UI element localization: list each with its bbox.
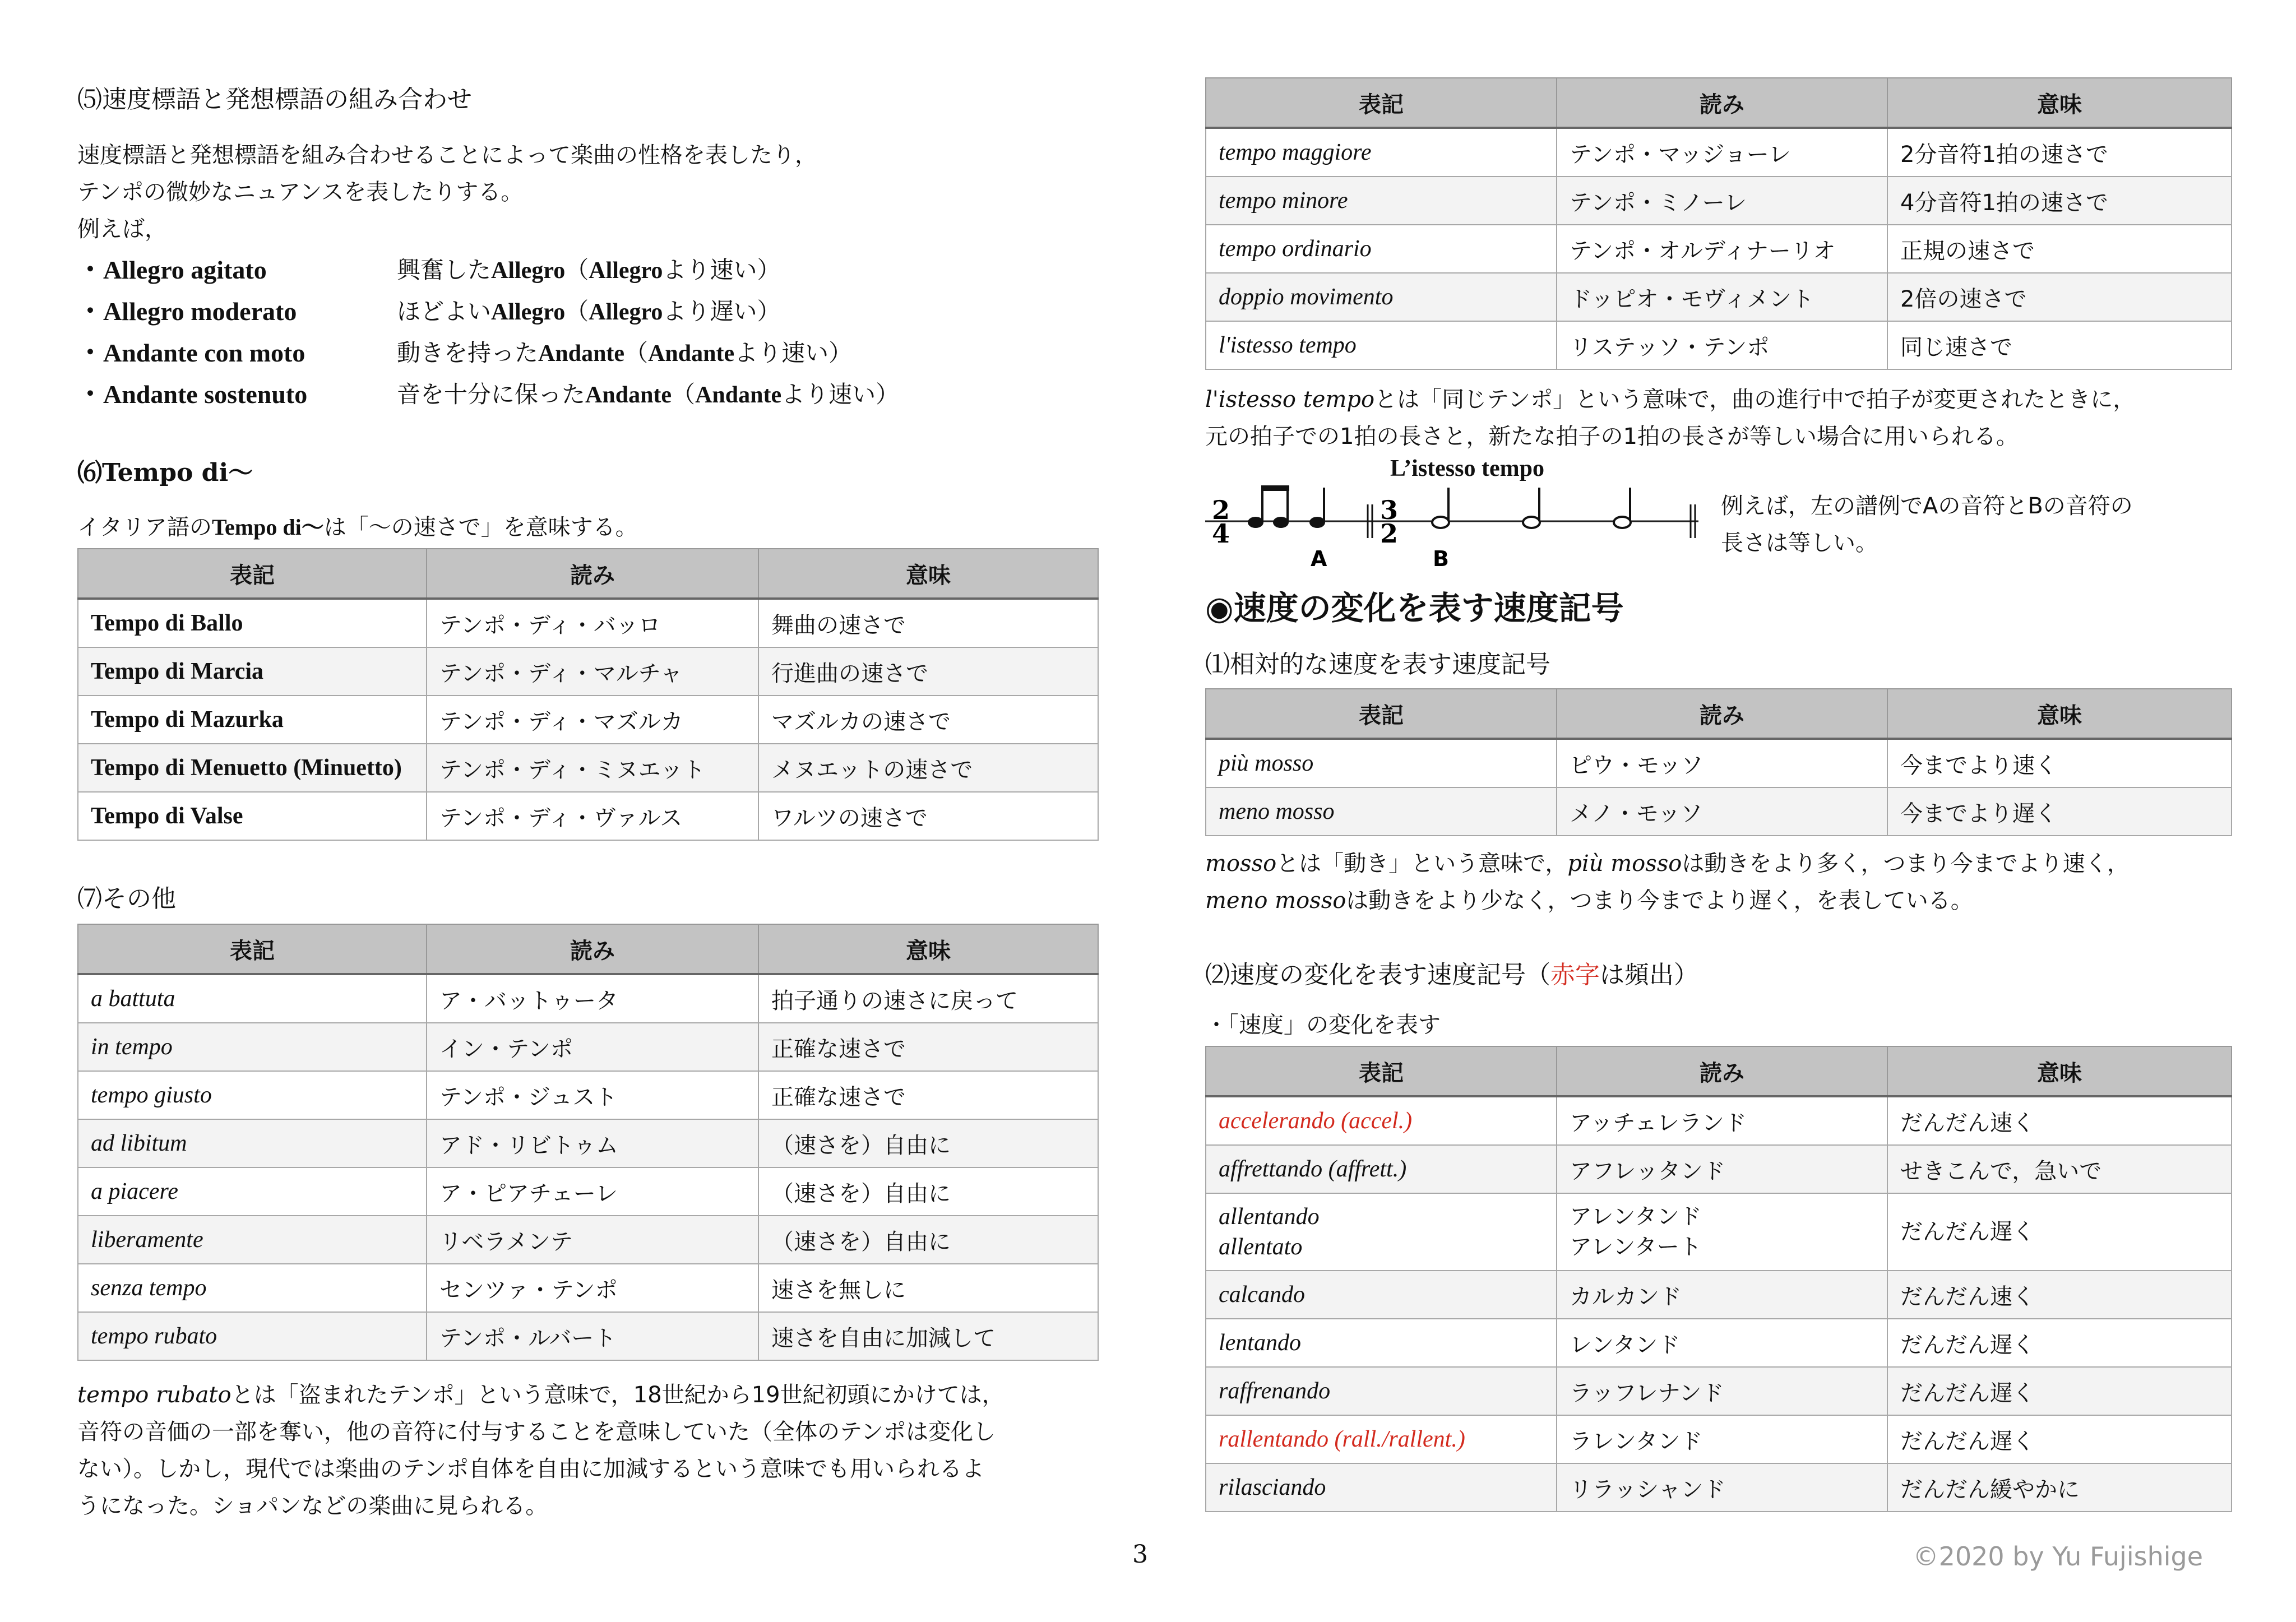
title-text: は頻出）	[1600, 961, 1698, 989]
table-row	[78, 974, 1098, 1023]
bullet-speed-change: ・「速度」の変化を表す	[1205, 1012, 1441, 1038]
term-line: rallentando (rall./rallent.)	[1219, 1426, 1465, 1452]
reading-cell: ドッピオ・モヴィメント	[1557, 273, 1887, 321]
table-row	[1206, 739, 2232, 787]
meaning-cell: だんだん遅く	[1887, 1319, 2232, 1367]
meaning-cell: （速さを）自由に	[758, 1167, 1098, 1216]
term-line: lentando	[1219, 1330, 1301, 1356]
term-line: rilasciando	[1219, 1475, 1326, 1500]
column-header: 意味	[1887, 1046, 2232, 1096]
table-row	[1206, 1319, 2232, 1367]
desc-text: 興奮した	[397, 256, 492, 284]
table-row	[1206, 1145, 2232, 1193]
reading-line: レンタンド	[1570, 1332, 1681, 1358]
term-cell: più mosso	[1206, 739, 1557, 787]
example-description	[397, 291, 780, 332]
meaning-cell: ワルツの速さで	[758, 792, 1098, 840]
term-cell: tempo giusto	[78, 1071, 427, 1119]
reading-cell: イン・テンポ	[427, 1023, 758, 1071]
note-text: とは「盗まれたテンポ」という意味で，18世紀から19世紀初頭にかけては，	[231, 1382, 1004, 1408]
reading-cell: ピウ・モッソ	[1557, 739, 1887, 787]
meaning-cell: せきこんで，急いで	[1887, 1145, 2232, 1193]
term-line: raffrenando	[1219, 1378, 1331, 1404]
section-title-tempo-change: ◉速度の変化を表す速度記号	[1205, 589, 1624, 627]
reading-cell	[1557, 1193, 1887, 1271]
desc-text: （	[624, 339, 649, 367]
reading-cell: リステッソ・テンポ	[1557, 321, 1887, 369]
time-signature-3-2-bottom: 2	[1380, 518, 1399, 549]
term-cell: Tempo di Marcia	[78, 647, 427, 696]
meaning-cell: 正確な速さで	[758, 1071, 1098, 1119]
desc-term: Andante	[695, 382, 782, 408]
term-line: allentato	[1219, 1234, 1303, 1260]
term-cell	[1206, 1096, 1557, 1145]
reading-line: カルカンド	[1570, 1283, 1682, 1310]
table-row	[78, 1312, 1098, 1360]
meno-mosso-term: meno mosso	[1205, 888, 1346, 914]
tempo-change-table	[1205, 1046, 2232, 1512]
reading-cell: テンポ・ディ・ヴァルス	[427, 792, 758, 840]
term-line: affrettando (affrett.)	[1219, 1156, 1407, 1182]
desc-text: より速い）	[663, 256, 781, 284]
meaning-cell: だんだん遅く	[1887, 1367, 2232, 1415]
reading-cell	[1557, 1415, 1887, 1463]
desc-text: 動きを持った	[397, 339, 539, 367]
desc-term: Allegro	[491, 258, 566, 284]
desc-text: より速い）	[781, 381, 900, 408]
note-text: は動きをより少なく，つまり今までより遅く，を表している。	[1346, 888, 1973, 914]
note-text: は動きをより多く，つまり今までより速く，	[1682, 851, 2130, 877]
reading-cell: リベラメンテ	[427, 1216, 758, 1264]
reading-cell: テンポ・ディ・マズルカ	[427, 696, 758, 744]
table-row	[78, 696, 1098, 744]
half-note-b	[1432, 517, 1449, 528]
column-header: 読み	[1557, 689, 1887, 739]
table-row	[1206, 128, 2232, 177]
term-cell: a battuta	[78, 974, 427, 1023]
score-label: L’istesso tempo	[1390, 456, 1544, 481]
istesso-note-1	[1205, 381, 2135, 418]
eighth-note	[1273, 517, 1289, 528]
reading-cell: テンポ・ディ・マルチャ	[427, 647, 758, 696]
reading-cell: ア・ピアチェーレ	[427, 1167, 758, 1216]
title-text: ⑵速度の変化を表す速度記号（	[1205, 961, 1550, 989]
section-6-intro	[77, 509, 638, 546]
desc-term: Allegro	[491, 299, 566, 325]
meaning-cell: （速さを）自由に	[758, 1119, 1098, 1167]
time-signature-2-4-top: 2	[1212, 495, 1230, 525]
term-cell	[1206, 1319, 1557, 1367]
music-score-example	[1205, 460, 1698, 572]
term-cell: meno mosso	[1206, 787, 1557, 836]
meaning-cell: だんだん遅く	[1887, 1193, 2232, 1271]
desc-term: Andante	[585, 382, 672, 408]
relative-tempo-table	[1205, 688, 2232, 836]
meaning-cell: 速さを無しに	[758, 1264, 1098, 1312]
title-red-text: 赤字	[1550, 961, 1600, 989]
mosso-note-1	[1205, 845, 2130, 882]
section-5-paragraph-2: テンポの微妙なニュアンスを表したりする。	[77, 179, 524, 205]
term-cell	[1206, 1415, 1557, 1463]
meaning-cell: だんだん緩やかに	[1887, 1463, 2232, 1512]
mosso-note-2	[1205, 882, 1973, 919]
section-5-paragraph-3: 例えば，	[77, 216, 167, 242]
intro-term: Tempo di〜	[212, 515, 324, 540]
table-row	[1206, 1463, 2232, 1512]
term-cell: doppio movimento	[1206, 273, 1557, 321]
table-row	[78, 1216, 1098, 1264]
example-description	[397, 374, 899, 415]
reading-cell: テンポ・ミノーレ	[1557, 177, 1887, 225]
time-signature-2-4-bottom: 4	[1212, 518, 1230, 549]
term-cell: tempo ordinario	[1206, 225, 1557, 273]
tempo-variants-table	[1205, 77, 2232, 370]
term-cell: tempo rubato	[78, 1312, 427, 1360]
column-header: 表記	[78, 924, 427, 974]
term-cell: in tempo	[78, 1023, 427, 1071]
desc-text: 音を十分に保った	[397, 381, 586, 408]
other-table	[77, 924, 1099, 1361]
subsection-1-title: ⑴相対的な速度を表す速度記号	[1205, 650, 1550, 679]
desc-text: （	[565, 298, 589, 325]
column-header: 意味	[758, 549, 1098, 599]
note-text: とは「動き」という意味で，	[1276, 851, 1568, 877]
reading-cell	[1557, 1271, 1887, 1319]
example-description	[397, 333, 852, 374]
table-row	[1206, 1271, 2232, 1319]
table-row	[78, 1167, 1098, 1216]
score-explanation	[1721, 488, 2133, 562]
page-number: 3	[1132, 1540, 1148, 1569]
quarter-note-a	[1309, 517, 1325, 528]
table-row	[78, 1119, 1098, 1167]
note-beam	[1261, 485, 1289, 491]
subsection-2-title	[1205, 960, 1698, 991]
reading-cell: テンポ・ジュスト	[427, 1071, 758, 1119]
reading-line: ラレンタンド	[1570, 1428, 1703, 1454]
table-row	[1206, 321, 2232, 369]
reading-cell: テンポ・ルバート	[427, 1312, 758, 1360]
section-5-title: ⑸速度標語と発想標語の組み合わせ	[77, 85, 472, 114]
reading-cell: テンポ・オルディナーリオ	[1557, 225, 1887, 273]
note-text: とは「同じテンポ」という意味で，曲の進行中で拍子が変更されたときに，	[1374, 387, 2136, 413]
desc-term: Allegro	[589, 299, 663, 325]
meaning-cell: だんだん速く	[1887, 1096, 2232, 1145]
mark-a: A	[1311, 546, 1327, 571]
piu-mosso-term: più mosso	[1567, 851, 1682, 877]
meaning-cell: マズルカの速さで	[758, 696, 1098, 744]
rubato-term: tempo rubato	[77, 1382, 232, 1408]
column-header: 表記	[1206, 1046, 1557, 1096]
reading-line: ラッフレナンド	[1570, 1380, 1724, 1406]
reading-line: アッチェレランド	[1570, 1110, 1747, 1136]
example-term: ・Allegro agitato	[77, 256, 267, 284]
table-row	[1206, 1415, 2232, 1463]
rubato-note-2: 音符の音価の一部を奪い，他の音符に付与することを意味していた（全体のテンポは変化し	[77, 1419, 996, 1445]
term-cell: Tempo di Ballo	[78, 599, 427, 647]
rubato-note-3: ない）。しかし，現代では楽曲のテンポ自体を自由に加減するという意味でも用いられるよ	[77, 1456, 984, 1482]
score-explanation-line: 例えば，左の譜例でAの音符とBの音符の	[1721, 493, 2133, 519]
desc-text: より遅い）	[663, 298, 781, 325]
term-cell	[1206, 1145, 1557, 1193]
term-cell: ad libitum	[78, 1119, 427, 1167]
half-note	[1523, 517, 1540, 528]
mark-b: B	[1433, 546, 1449, 571]
meaning-cell: 同じ速さで	[1887, 321, 2232, 369]
term-cell	[1206, 1463, 1557, 1512]
example-description	[397, 250, 780, 291]
table-row	[1206, 787, 2232, 836]
reading-cell: テンポ・ディ・バッロ	[427, 599, 758, 647]
table-row	[78, 647, 1098, 696]
table-row	[78, 599, 1098, 647]
section-7-title: ⑺その他	[77, 884, 176, 913]
meaning-cell: 4分音符1拍の速さで	[1887, 177, 2232, 225]
column-header: 表記	[78, 549, 427, 599]
half-note	[1614, 517, 1631, 528]
column-header: 読み	[427, 549, 758, 599]
term-cell: tempo maggiore	[1206, 128, 1557, 177]
reading-cell	[1557, 1463, 1887, 1512]
column-header: 読み	[427, 924, 758, 974]
column-header: 意味	[758, 924, 1098, 974]
desc-term: Andante	[648, 341, 735, 367]
rubato-note-4: うになった。ショパンなどの楽曲に見られる。	[77, 1493, 548, 1519]
tempo-di-table	[77, 548, 1099, 841]
reading-cell	[1557, 1319, 1887, 1367]
column-header: 意味	[1887, 78, 2232, 128]
meaning-cell: 2倍の速さで	[1887, 273, 2232, 321]
example-term: ・Andante con moto	[77, 339, 305, 367]
term-cell: a piacere	[78, 1167, 427, 1216]
column-header: 表記	[1206, 689, 1557, 739]
table-row	[78, 1071, 1098, 1119]
column-header: 意味	[1887, 689, 2232, 739]
meaning-cell: 速さを自由に加減して	[758, 1312, 1098, 1360]
table-row	[78, 792, 1098, 840]
reading-cell: アド・リビトゥム	[427, 1119, 758, 1167]
term-cell: Tempo di Menuetto (Minuetto)	[78, 744, 427, 792]
table-row	[78, 1264, 1098, 1312]
term-cell	[1206, 1193, 1557, 1271]
term-cell: senza tempo	[78, 1264, 427, 1312]
section-5-paragraph-1: 速度標語と発想標語を組み合わせることによって楽曲の性格を表したり，	[77, 142, 817, 168]
mosso-term: mosso	[1205, 851, 1277, 877]
desc-text: ほどよい	[397, 298, 492, 325]
meaning-cell: 2分音符1拍の速さで	[1887, 128, 2232, 177]
table-row	[1206, 273, 2232, 321]
reading-cell	[1557, 1145, 1887, 1193]
table-row	[1206, 1193, 2232, 1271]
table-row	[78, 1023, 1098, 1071]
meaning-cell: メヌエットの速さで	[758, 744, 1098, 792]
desc-text: より速い）	[734, 339, 853, 367]
term-line: accelerando (accel.)	[1219, 1108, 1413, 1134]
rubato-note-1	[77, 1377, 1004, 1414]
reading-line: アフレッタンド	[1570, 1158, 1725, 1184]
reading-cell: メノ・モッソ	[1557, 787, 1887, 836]
score-explanation-line: 長さは等しい。	[1721, 530, 1878, 556]
reading-cell: ア・バットゥータ	[427, 974, 758, 1023]
table-row	[1206, 177, 2232, 225]
term-cell: Tempo di Mazurka	[78, 696, 427, 744]
table-row	[1206, 225, 2232, 273]
example-term: ・Allegro moderato	[77, 297, 297, 326]
desc-text: （	[565, 256, 589, 284]
reading-line: アレンタート	[1570, 1234, 1702, 1260]
meaning-cell: 拍子通りの速さに戻って	[758, 974, 1098, 1023]
desc-term: Allegro	[589, 258, 663, 284]
column-header: 読み	[1557, 78, 1887, 128]
istesso-note-2: 元の拍子での1拍の長さと，新たな拍子の1拍の長さが等しい場合に用いられる。	[1205, 424, 2019, 449]
term-cell: tempo minore	[1206, 177, 1557, 225]
meaning-cell: 今までより速く	[1887, 739, 2232, 787]
column-header: 読み	[1557, 1046, 1887, 1096]
column-header: 表記	[1206, 78, 1557, 128]
term-cell: liberamente	[78, 1216, 427, 1264]
reading-cell	[1557, 1096, 1887, 1145]
intro-text: は「〜の速さで」を意味する。	[323, 515, 638, 540]
reading-cell: センツァ・テンポ	[427, 1264, 758, 1312]
meaning-cell: 舞曲の速さで	[758, 599, 1098, 647]
meaning-cell: だんだん遅く	[1887, 1415, 2232, 1463]
example-term: ・Andante sostenuto	[77, 380, 308, 409]
term-cell: Tempo di Valse	[78, 792, 427, 840]
reading-cell: テンポ・ディ・ミヌエット	[427, 744, 758, 792]
meaning-cell: 正確な速さで	[758, 1023, 1098, 1071]
term-cell	[1206, 1367, 1557, 1415]
eighth-note	[1248, 517, 1263, 528]
table-row	[1206, 1367, 2232, 1415]
term-line: allentando	[1219, 1204, 1320, 1230]
desc-term: Andante	[538, 341, 625, 367]
table-row	[78, 744, 1098, 792]
meaning-cell: 行進曲の速さで	[758, 647, 1098, 696]
meaning-cell: だんだん速く	[1887, 1271, 2232, 1319]
desc-text: （	[672, 381, 696, 408]
intro-text: イタリア語の	[77, 515, 212, 540]
reading-cell	[1557, 1367, 1887, 1415]
reading-line: アレンタンド	[1570, 1204, 1702, 1230]
istesso-term: l'istesso tempo	[1205, 387, 1375, 413]
table-row	[1206, 1096, 2232, 1145]
term-cell	[1206, 1271, 1557, 1319]
meaning-cell: 今までより遅く	[1887, 787, 2232, 836]
meaning-cell: （速さを）自由に	[758, 1216, 1098, 1264]
meaning-cell: 正規の速さで	[1887, 225, 2232, 273]
time-signature-3-2-top: 3	[1380, 495, 1399, 525]
reading-line: リラッシャンド	[1570, 1476, 1726, 1503]
section-6-title: ⑹Tempo di〜	[77, 458, 253, 487]
term-cell: l'istesso tempo	[1206, 321, 1557, 369]
reading-cell: テンポ・マッジョーレ	[1557, 128, 1887, 177]
term-line: calcando	[1219, 1282, 1305, 1308]
copyright: ©2020 by Yu Fujishige	[1913, 1541, 2203, 1572]
